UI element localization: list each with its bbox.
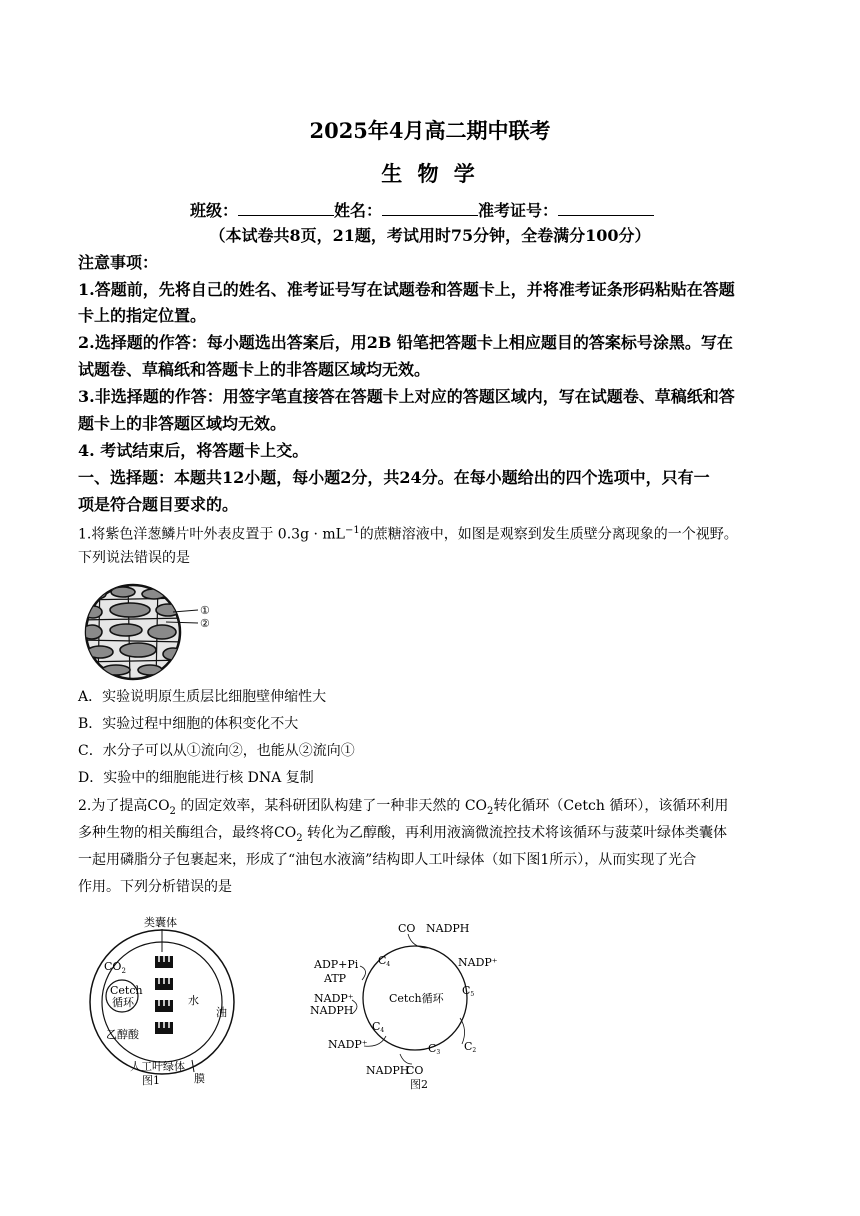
- fig2-nadp-bottom: NADP⁺: [328, 1038, 368, 1051]
- fig2-nadph-top: NADPH: [426, 922, 470, 935]
- fig2-c4-upper: C4: [378, 954, 391, 968]
- fig2-caption: 图2: [410, 1078, 428, 1091]
- q1-stem: [78, 517, 784, 549]
- note-line-7: 4. 考试结束后，将答题卡上交。: [78, 441, 309, 460]
- q2-l1-sub2: 2: [487, 805, 494, 817]
- q2-l1b: 的固定效率，某科研团队构建了一种非天然的 CO: [175, 798, 488, 814]
- q2-figure-1-artificial-chloroplast: [82, 912, 252, 1092]
- q1-figure-label-1: ①: [200, 604, 210, 617]
- q1-option-b: B．实验过程中细胞的体积变化不大: [78, 716, 299, 732]
- fig2-co2-bottom: CO: [406, 1064, 424, 1077]
- q1-stem-sup: −1: [344, 525, 360, 536]
- q1-figure-plasmolysis: [78, 582, 228, 682]
- fig1-membrane-label: 膜: [194, 1072, 205, 1085]
- fig1-co2-label: $CO_2$: [104, 960, 126, 975]
- q1-option-d: D．实验中的细胞能进行核 DNA 复制: [78, 770, 314, 786]
- student-info-line: [190, 198, 690, 221]
- fig2-center-label: Cetch循环: [389, 992, 444, 1005]
- fig2-c2: C2: [464, 1040, 477, 1054]
- fig2-c4-lower: C4: [372, 1020, 385, 1034]
- fig2-c5: C5: [462, 984, 475, 998]
- q2-figure-2-cetch-cycle: [300, 918, 500, 1094]
- fig2-nadph-bottom: NADPH: [366, 1064, 410, 1077]
- q1-stem-2: 下列说法错误的是: [78, 550, 190, 566]
- q2-l1a: 2.为了提高CO: [78, 798, 170, 814]
- q1-figure-label-2: ②: [200, 617, 210, 630]
- q2-l2b: 转化为乙醇酸，再利用液滴微流控技术将该循环与菠菜叶绿体类囊体: [302, 825, 728, 841]
- note-line-4: 试题卷、草稿纸和答题卡上的非答题区域均无效。: [78, 360, 431, 379]
- note-line-5: 3.非选择题的作答：用签字笔直接答在答题卡上对应的答题区域内，写在试题卷、草稿纸和答: [78, 387, 735, 406]
- fig2-co2-top: CO: [398, 922, 416, 935]
- exam-title: 2025年4月高二期中联考: [309, 118, 551, 143]
- fig1-water-label: 水: [188, 994, 199, 1007]
- fig1-oil-label: 油: [216, 1006, 227, 1019]
- subject-title: 生 物 学: [381, 161, 479, 186]
- section-heading-line2: 项是符合题目要求的。: [78, 495, 239, 514]
- fig2-nadp-right: NADP⁺: [458, 956, 498, 969]
- class-blank: [238, 201, 334, 216]
- fig2-adp-pi: ADP+Pi: [314, 958, 359, 971]
- q2-l1c: 转化循环（Cetch 循环），该循环利用: [493, 798, 729, 814]
- q1-stem-b: 的蔗糖溶液中，如图是观察到发生质壁分离现象的一个视野。: [359, 526, 738, 543]
- fig1-glycolic-label: 乙醇酸: [106, 1028, 139, 1041]
- fig1-cetch-label: Cetch: [110, 984, 143, 997]
- note-line-1: 1.答题前，先将自己的姓名、准考证号写在试题卷和答题卡上，并将准考证条形码粘贴在答题: [78, 280, 735, 299]
- fig2-atp: ATP: [324, 972, 347, 985]
- fig1-caption: 图1: [142, 1074, 160, 1087]
- fig2-c3: C3: [428, 1042, 441, 1056]
- class-label: 班级：: [190, 201, 239, 220]
- name-label: 姓名：: [334, 201, 383, 220]
- id-label: 准考证号：: [478, 201, 559, 220]
- q2-stem-line4: 作用。下列分析错误的是: [78, 879, 232, 895]
- fig2-nadp-left: NADP⁺: [314, 992, 354, 1005]
- fig1-cycle-label: 循环: [112, 996, 134, 1009]
- q2-stem-line3: 一起用磷脂分子包裹起来，形成了“油包水液滴”结构即人工叶绿体（如下图1所示），从而实现了光合: [78, 852, 697, 868]
- note-line-3: 2.选择题的作答：每小题选出答案后，用2B 铅笔把答题卡上相应题目的答案标号涂黑。写在: [78, 333, 733, 352]
- q1-stem-a: 1.将紫色洋葱鳞片叶外表皮置于 0.3g · mL: [78, 526, 345, 543]
- fig1-thylakoid-label: 类囊体: [144, 916, 177, 929]
- section-heading-line1: 一、选择题：本题共12小题，每小题2分，共24分。在每小题给出的四个选项中，只有一: [78, 468, 710, 487]
- q2-l2a: 多种生物的相关酶组合，最终将CO: [78, 825, 297, 841]
- q2-l1-sub1: 2: [169, 805, 176, 817]
- fig2-nadph-left: NADPH: [310, 1004, 354, 1017]
- q1-option-c: C．水分子可以从①流向②，也能从②流向①: [78, 743, 355, 759]
- name-blank: [382, 201, 478, 216]
- exam-info: （本试卷共8页，21题，考试用时75分钟，全卷满分100分）: [209, 226, 651, 245]
- q1-option-a: A．实验说明原生质层比细胞壁伸缩性大: [78, 689, 327, 705]
- note-line-6: 题卡上的非答题区域均无效。: [78, 414, 287, 433]
- fig1-artificial-label: 人工叶绿体: [130, 1060, 185, 1073]
- q2-l2-sub: 2: [296, 832, 303, 844]
- id-blank: [558, 201, 654, 216]
- notes-heading: 注意事项：: [78, 253, 159, 272]
- note-line-2: 卡上的指定位置。: [78, 306, 207, 325]
